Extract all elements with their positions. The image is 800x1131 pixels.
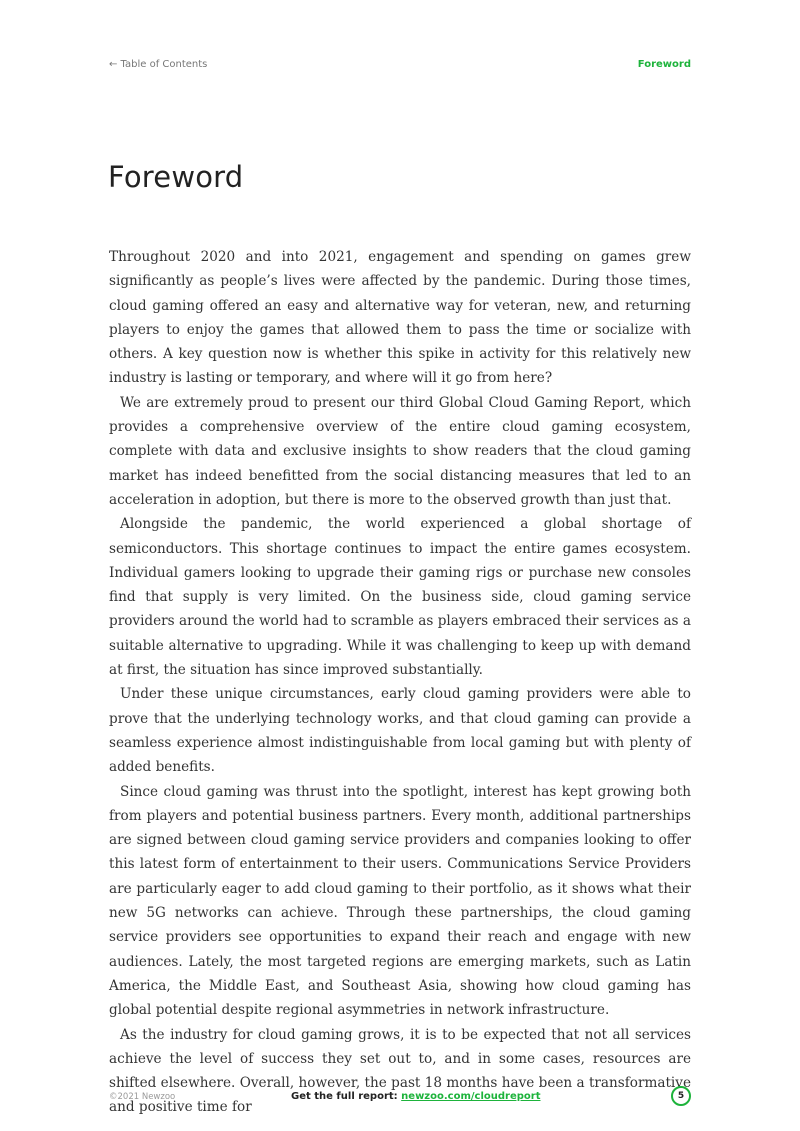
paragraph: Under these unique circumstances, early cloud gaming providers were able to prove that the underlying technology works, and that cloud gaming can provide a seamless experience almost indistinguishable from local gaming but with plenty of added benefits. bbox=[109, 686, 691, 776]
paragraph: Alongside the pandemic, the world experienced a global shortage of semiconductors. This shortage continues to impact the entire games ecosystem. Individual gamers looking to upgrade their gaming rigs or purchase new consoles find that supply is very limited. On the business side, cloud gaming service providers around the world had to scramble as players embraced their services as a suitable alternative to upgrading. While it was challenging to keep up with demand at first, the situation has since improved substantially. bbox=[109, 516, 691, 679]
paragraph: Since cloud gaming was thrust into the spotlight, interest has kept growing both from players and potential business partners. Every month, additional partnerships are signed between cloud gaming service providers and companies looking to offer this latest form of entertainment to their users. Communications Service Providers are particularly eager to add cloud gaming to their portfolio, as it shows what their new 5G networks can achieve. Through these partnerships, the cloud gaming service providers see opportunities to expand their reach and engage with new audiences. Lately, the most targeted regions are emerging markets, such as Latin America, the Middle East, and Southeast Asia, showing how cloud gaming has global potential despite regional asymmetries in network infrastructure. bbox=[109, 783, 691, 1019]
page-footer bbox=[109, 1085, 691, 1111]
table-of-contents-link[interactable]: ← Table of Contents bbox=[109, 59, 208, 70]
body-text bbox=[109, 245, 691, 1120]
paragraph: As the industry for cloud gaming grows, it is to be expected that not all services achieve the level of success they set out to, and in some cases, resources are shifted elsewhere. Overall, however, the past 18 months have been a transformative and positive time for bbox=[109, 1026, 691, 1116]
full-report-link[interactable]: newzoo.com/cloudreport bbox=[401, 1091, 541, 1102]
section-label: Foreword bbox=[637, 59, 691, 70]
cta-label: Get the full report: bbox=[291, 1091, 398, 1102]
page-title: Foreword bbox=[108, 160, 244, 194]
page-number: 5 bbox=[671, 1086, 691, 1106]
paragraph: We are extremely proud to present our third Global Cloud Gaming Report, which provides a comprehensive overview of the entire cloud gaming ecosystem, complete with data and exclusive insights to show readers that the cloud gaming market has indeed benefitted from the social distancing measures that led to an acceleration in adoption, but there is more to the observed growth than just that. bbox=[109, 394, 691, 508]
copyright: ©2021 Newzoo bbox=[109, 1092, 176, 1102]
full-report-cta bbox=[291, 1091, 541, 1102]
paragraph: Throughout 2020 and into 2021, engagement and spending on games grew significantly as people’s lives were affected by the pandemic. During those times, cloud gaming offered an easy and alternative way for veteran, new, and returning players to enjoy the games that allowed them to pass the time or socialize with others. A key question now is whether this spike in activity for this relatively new industry is lasting or temporary, and where will it go from here? bbox=[109, 249, 691, 387]
page-header bbox=[109, 59, 691, 73]
